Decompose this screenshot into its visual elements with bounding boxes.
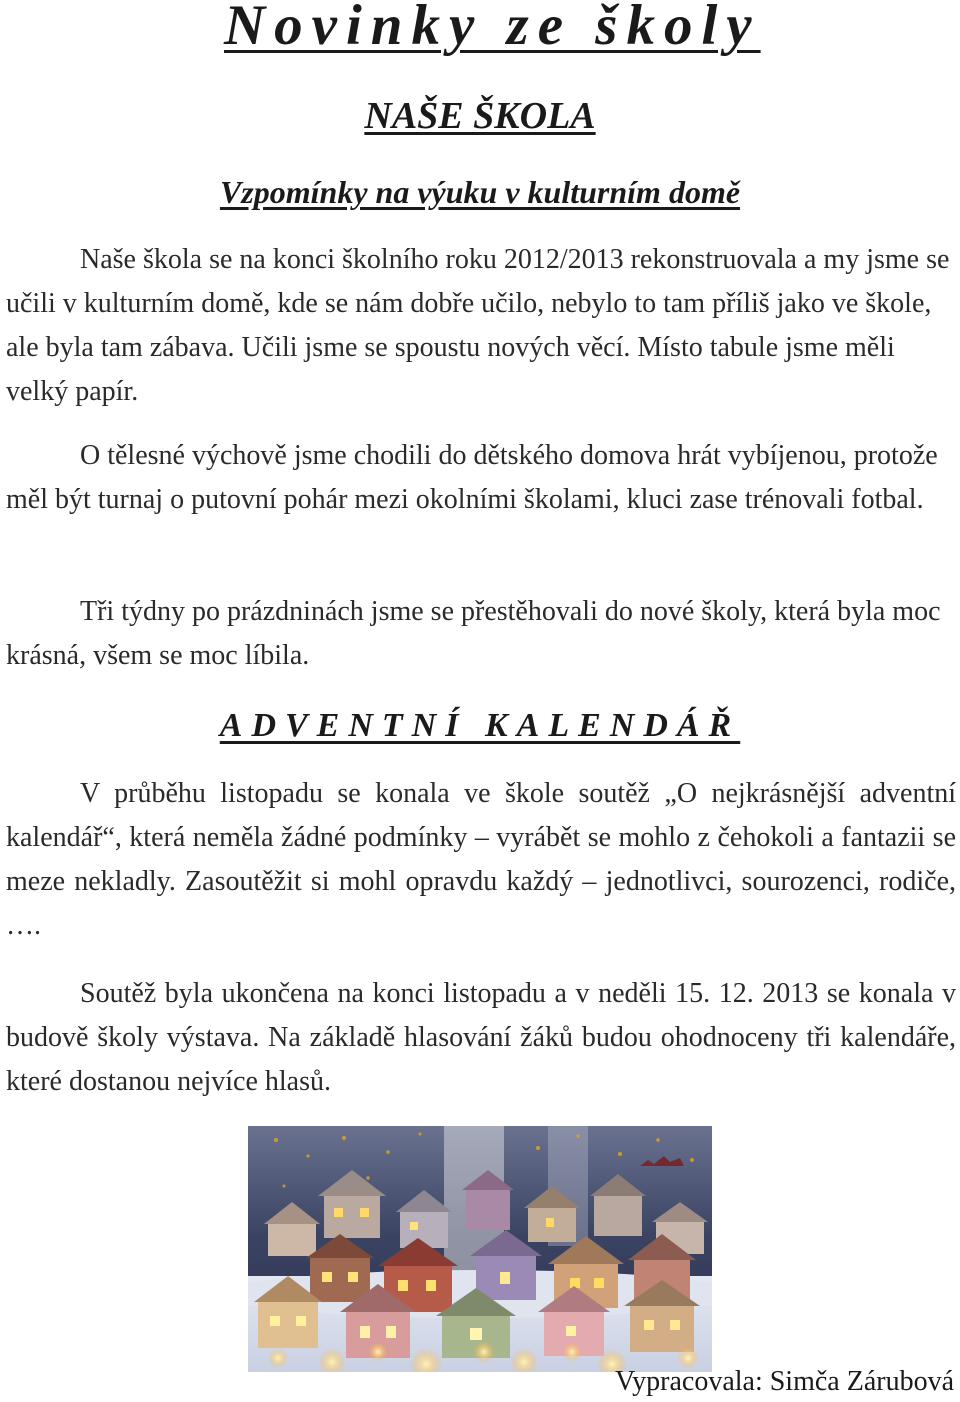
article-paragraph: V průběhu listopadu se konala ve škole soutěž „O nejkrásnější adventní kalendář“, která neměla žádné podmínky – vyrábět se mohlo z čehokoli a fantazii se meze nekladly. Zasoutěžit si mohl opravdu každý – jednotlivci, sourozenci, rodiče, …. — [6, 778, 956, 941]
author-credit: Vypracovala: Simča Zárubová — [615, 1366, 954, 1397]
article-paragraph: Soutěž byla ukončena na konci listopadu a v neděli 15. 12. 2013 se konala v budově školy výstava. Na základě hlasování žáků budou ohodnoceny tři kalendáře, které dostanou nejvíce hlasů. — [6, 978, 956, 1097]
article-heading-advent: ADVENTNÍ KALENDÁŘ — [219, 707, 741, 744]
article-paragraph: Naše škola se na konci školního roku 2012/2013 rekonstruovala a my jsme se učili v kulturním domě, kde se nám dobře učilo, nebylo to tam příliš jako ve škole, ale byla tam zábava. Učili jsme se spoustu nových věcí. Místo tabule jsme měli velký papír. — [6, 244, 950, 407]
article-paragraph: O tělesné výchově jsme chodili do dětského domova hrát vybíjenou, protože měl být turnaj o putovní pohár mezi okolními školami, kluci zase trénovali fotbal. — [6, 440, 938, 515]
advent-village-illustration — [248, 1126, 712, 1372]
article-paragraph: Tři týdny po prázdninách jsme se přestěhovali do nové školy, která byla moc krásná, všem se moc líbila. — [6, 596, 941, 671]
advent-village-photo — [248, 1126, 712, 1372]
article-heading-school: Vzpomínky na výuku v kulturním domě — [219, 174, 741, 210]
section-title: NAŠE ŠKOLA — [364, 95, 596, 137]
masthead-title: Novinky ze školy — [224, 0, 761, 57]
